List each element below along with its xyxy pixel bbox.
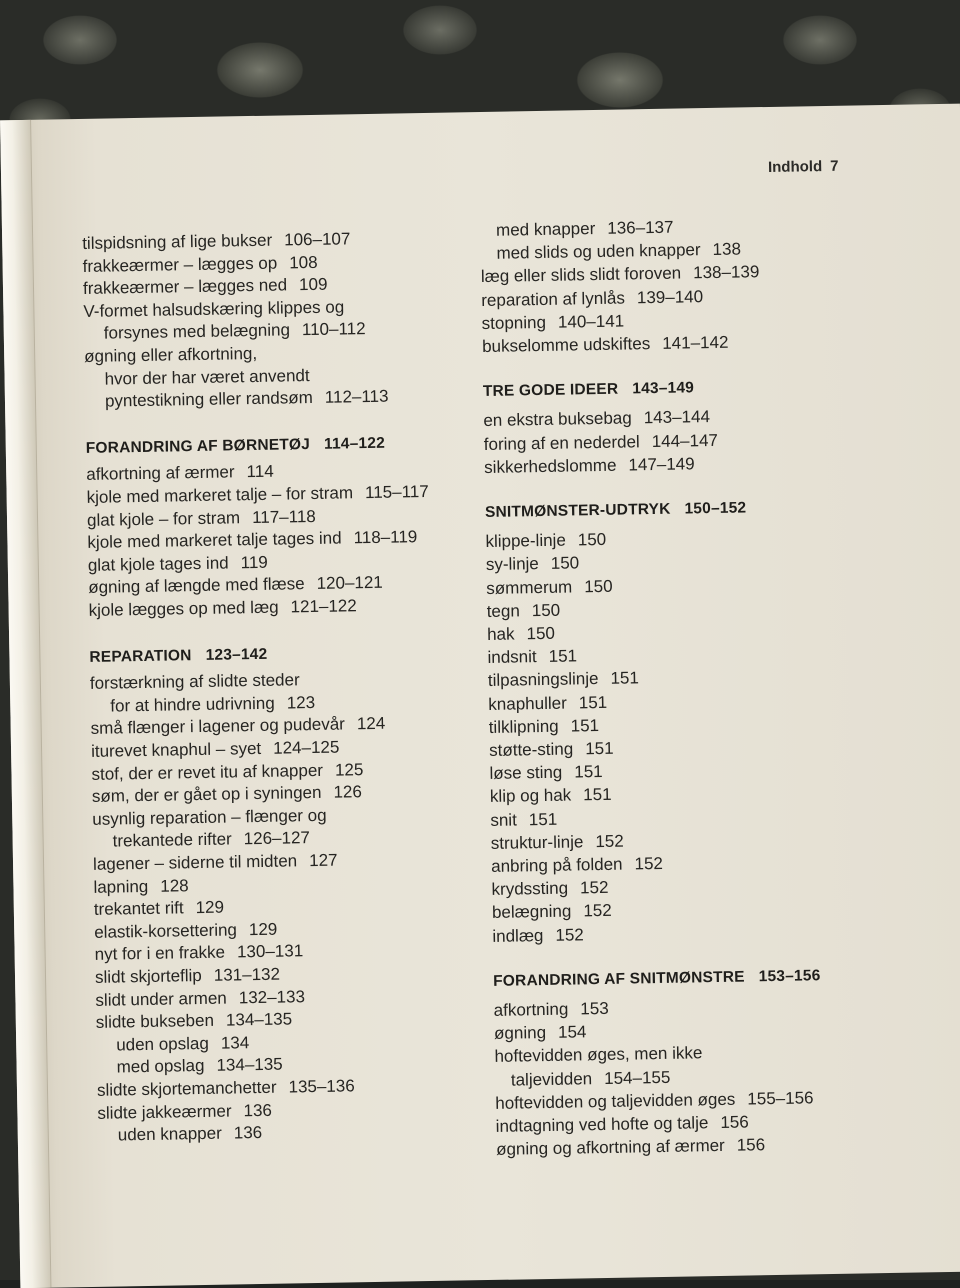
toc-entry-title: klip og hak — [489, 785, 572, 807]
toc-entry — [489, 715, 600, 739]
toc-entry-title: FORANDRING AF BØRNETØJ — [85, 435, 311, 457]
toc-page-range: 134 — [220, 1032, 250, 1053]
toc-entry-title: indlæg — [492, 925, 544, 946]
toc-entry — [496, 1111, 749, 1137]
toc-entry — [481, 262, 760, 289]
toc-entry-title: SNITMØNSTER-UDTRYK — [484, 500, 671, 521]
toc-entry — [488, 691, 607, 715]
toc-section-heading — [483, 379, 694, 401]
toc-entry-title: slidt under armen — [95, 988, 227, 1010]
toc-entry-title: usynlig reparation – flænger og — [92, 805, 327, 829]
toc-section-heading — [89, 645, 267, 666]
toc-entry-title: slidte jakkeærmer — [97, 1101, 232, 1123]
toc-entry — [494, 1043, 702, 1069]
toc-entry-title: stopning — [481, 312, 547, 333]
toc-page-range: 119 — [240, 552, 268, 573]
toc-entry — [116, 1054, 282, 1079]
toc-entry — [105, 386, 389, 413]
toc-entry — [118, 1122, 263, 1147]
toc-page-range: 151 — [528, 809, 558, 829]
toc-page-range: 150 — [577, 530, 607, 550]
toc-entry — [484, 453, 695, 479]
toc-section-heading — [485, 499, 747, 522]
toc-entry-title: trekantede rifter — [112, 829, 232, 851]
toc-entry-title: afkortning — [493, 999, 569, 1020]
toc-entry-title: pyntestikning eller randsøm — [104, 388, 314, 411]
toc-page-range: 135–136 — [288, 1076, 355, 1097]
toc-page-range: 127 — [308, 850, 338, 871]
header-title: Indhold — [767, 158, 823, 176]
toc-entry — [104, 365, 309, 391]
toc-page-range: 154 — [557, 1022, 587, 1042]
toc-page-range: 121–122 — [290, 596, 357, 617]
toc-entry-title: lagener – siderne til midten — [92, 851, 298, 874]
toc-page-range: 139–140 — [636, 286, 704, 307]
toc-entry-title: forsynes med belægning — [103, 320, 291, 343]
toc-entry-title: lapning — [93, 876, 149, 897]
toc-entry-title: frakkeærmer – lægges ned — [82, 275, 288, 299]
toc-entry-title: indsnit — [487, 647, 537, 668]
toc-page-range: 143–144 — [643, 407, 711, 428]
toc-entry-title: knaphuller — [488, 693, 567, 714]
toc-entry — [97, 1075, 355, 1101]
toc-entry-title: en ekstra buksebag — [483, 408, 632, 431]
toc-entry — [96, 1009, 293, 1034]
toc-entry-title: stof, der er revet itu af knapper — [91, 760, 324, 784]
toc-entry-title: bukselomme udskiftes — [481, 334, 651, 356]
toc-entry-title: hoftevidden og taljevidden øges — [495, 1089, 736, 1113]
toc-entry — [94, 918, 277, 943]
toc-page-range: 134–135 — [225, 1009, 293, 1030]
toc-page-range: 152 — [595, 831, 624, 851]
toc-entry-title: kjole med markeret talje tages ind — [87, 528, 342, 553]
toc-entry-title: øgning og afkortning af ærmer — [495, 1136, 725, 1160]
toc-entry — [492, 924, 584, 948]
toc-entry — [93, 850, 338, 876]
toc-entry-title: sy-linje — [485, 554, 539, 575]
toc-entry-title: krydssting — [491, 878, 569, 900]
toc-entry — [491, 830, 624, 854]
toc-entry-title: kjole med markeret talje – for stram — [86, 483, 354, 507]
toc-entry-title: taljevidden — [510, 1068, 593, 1090]
toc-entry-title: tilklipning — [488, 716, 559, 737]
toc-entry-title: afkortning af ærmer — [86, 462, 235, 485]
toc-page-range: 125 — [334, 759, 364, 780]
toc-entry — [88, 552, 268, 577]
toc-entry-title: trekantet rift — [93, 898, 184, 920]
toc-entry — [93, 875, 189, 899]
toc-page-range: 151 — [585, 738, 614, 759]
toc-page-range: 117–118 — [251, 506, 316, 527]
toc-page-range: 152 — [555, 924, 584, 945]
toc-page-range: 156 — [720, 1112, 749, 1132]
toc-page-range: 129 — [248, 919, 278, 939]
toc-entry — [511, 1066, 671, 1091]
toc-page-range: 128 — [160, 875, 189, 896]
toc-entry-title: reparation af lynlås — [481, 288, 626, 310]
toc-entry-title: foring af en nederdel — [483, 431, 640, 454]
toc-entry-title: belægning — [491, 901, 572, 923]
toc-page-range: 138 — [712, 239, 742, 260]
toc-entry — [91, 713, 386, 740]
toc-page-range: 130–131 — [236, 941, 304, 962]
toc-entry — [95, 986, 305, 1012]
toc-page-range: 118–119 — [353, 527, 418, 548]
toc-entry-title: frakkeærmer – lægges op — [82, 253, 278, 276]
toc-entry-title: støtte-sting — [488, 739, 574, 760]
toc-page-range: 129 — [195, 897, 225, 918]
toc-page-range: 132–133 — [238, 986, 306, 1007]
toc-page-range: 112–113 — [324, 386, 389, 407]
toc-page-range: 151 — [570, 715, 600, 736]
toc-page-range: 120–121 — [316, 573, 383, 594]
toc-page-range: 153 — [580, 998, 609, 1019]
toc-page-range: 151 — [610, 668, 640, 689]
page-number: 7 — [830, 157, 839, 175]
toc-entry — [92, 805, 327, 831]
toc-page-range: 152 — [579, 878, 609, 898]
toc-page-range: 126–127 — [243, 828, 311, 849]
toc-entry — [104, 318, 366, 345]
toc-entry-title: indtagning ved hofte og talje — [495, 1113, 709, 1136]
page-header — [768, 158, 839, 176]
toc-entry — [490, 808, 557, 831]
toc-entry-title: anbring på folden — [491, 854, 623, 876]
toc-entry-title: kjole lægges op med læg — [88, 597, 279, 620]
toc-page-range: 144–147 — [651, 430, 719, 451]
toc-page-range: 124–125 — [273, 737, 340, 758]
toc-entry-title: V-formet halsudskæring klippes og — [83, 297, 345, 321]
toc-page-range: 114–122 — [323, 434, 386, 453]
toc-entry — [95, 964, 280, 989]
toc-entry — [487, 599, 561, 622]
toc-entry-title: øgning af længde med flæse — [88, 574, 305, 598]
toc-entry — [483, 406, 710, 432]
toc-entry — [487, 623, 555, 646]
toc-page-range: 153–156 — [758, 966, 821, 986]
toc-page-range: 136 — [243, 1100, 273, 1120]
toc-entry-title: løse sting — [489, 762, 563, 784]
toc-entry-title: nyt for i en frakke — [94, 942, 226, 965]
toc-entry — [482, 332, 729, 358]
toc-entry-title: elastik-korsettering — [94, 920, 238, 942]
toc-entry — [489, 738, 614, 762]
toc-page-range: 152 — [583, 901, 612, 921]
toc-page-range: 154–155 — [603, 1067, 671, 1088]
toc-entry-title: slidte skjortemanchetter — [96, 1077, 277, 1100]
toc-entry — [493, 998, 608, 1022]
toc-page-range: 150 — [550, 553, 580, 574]
toc-entry — [481, 286, 703, 312]
toc-page-range: 151 — [574, 762, 603, 782]
toc-page-range: 131–132 — [213, 964, 281, 985]
toc-page-range: 152 — [634, 853, 664, 874]
toc-page-range: 126 — [333, 782, 363, 802]
toc-page-range: 123 — [286, 692, 316, 713]
toc-entry — [487, 646, 577, 670]
toc-entry — [94, 897, 225, 921]
toc-entry-title: hvor der har været anvendt — [104, 365, 310, 389]
toc-page-range: 110–112 — [301, 319, 366, 340]
toc-entry — [491, 853, 663, 878]
toc-page-range: 108 — [289, 252, 318, 272]
toc-entry — [82, 251, 317, 277]
toc-entry — [496, 1134, 765, 1161]
toc-entry-title: med opslag — [116, 1056, 205, 1077]
toc-page-range: 143–149 — [632, 379, 695, 398]
toc-entry-title: søm, der er gået op i syningen — [91, 783, 322, 807]
toc-page-range: 150 — [584, 576, 613, 596]
toc-page-range: 138–139 — [692, 262, 760, 283]
toc-entry-title: iturevet knaphul – syet — [90, 738, 262, 761]
toc-entry-title: glat kjole – for stram — [86, 507, 241, 530]
toc-entry — [486, 553, 580, 577]
toc-entry — [84, 343, 257, 368]
toc-entry — [496, 217, 674, 242]
toc-page-range: 136 — [233, 1123, 263, 1143]
toc-page-range: 147–149 — [628, 454, 695, 475]
toc-page-range: 155–156 — [747, 1088, 814, 1109]
toc-entry — [97, 1099, 272, 1124]
toc-entry — [90, 669, 300, 695]
toc-entry-title: uden knapper — [117, 1123, 222, 1145]
toc-entry-title: med knapper — [495, 219, 596, 240]
toc-entry — [87, 506, 316, 532]
toc-page-range: 115–117 — [364, 481, 429, 503]
toc-entry — [492, 900, 612, 924]
toc-page-range: 109 — [298, 274, 328, 295]
toc-entry — [94, 941, 303, 967]
toc-page-range: 150–152 — [684, 499, 747, 518]
toc-entry-title: glat kjole tages ind — [87, 553, 229, 575]
toc-entry-title: slidt skjorteflip — [94, 965, 202, 987]
toc-entry — [489, 761, 602, 785]
toc-entry-title: sømmerum — [486, 577, 573, 598]
toc-entry — [110, 692, 315, 718]
toc-entry — [484, 429, 718, 455]
toc-entry — [482, 310, 625, 334]
toc-entry-title: tilpasningslinje — [487, 669, 599, 691]
toc-entry — [87, 526, 417, 554]
toc-entry — [112, 827, 310, 852]
toc-page-range: 123–142 — [205, 645, 268, 664]
toc-entry — [88, 595, 356, 622]
toc-entry — [491, 877, 608, 901]
toc-page-range: 140–141 — [557, 311, 625, 332]
toc-page-range: 134–135 — [216, 1054, 283, 1076]
toc-entry — [496, 239, 741, 265]
toc-entry-title: FORANDRING AF SNITMØNSTRE — [493, 968, 745, 990]
toc-entry-title: med slids og uden knapper — [496, 240, 701, 263]
toc-entry-title: sikkerhedslomme — [484, 455, 617, 477]
toc-page-range: 141–142 — [662, 332, 729, 353]
toc-section-heading — [86, 435, 385, 458]
toc-section-heading — [493, 967, 821, 991]
toc-entry — [490, 784, 612, 808]
toc-entry — [485, 529, 606, 553]
toc-entry-title: øgning eller afkortning, — [84, 343, 258, 366]
toc-entry — [488, 668, 639, 693]
toc-page-range: 150 — [531, 600, 561, 620]
toc-entry-title: snit — [490, 810, 517, 830]
toc-entry-title: læg eller slids slidt foroven — [480, 263, 682, 287]
toc-entry-title: klippe-linje — [485, 530, 566, 552]
toc-entry-title: små flænger i lagener og pudevår — [90, 714, 346, 739]
toc-page-range: 114 — [246, 462, 274, 482]
toc-entry-title: tegn — [486, 601, 520, 621]
toc-page-range: 151 — [578, 692, 608, 712]
toc-entry-title: TRE GODE IDEER — [482, 380, 619, 401]
toc-entry-title: øgning — [493, 1023, 547, 1044]
toc-page-range: 150 — [526, 623, 556, 644]
toc-entry-title: hoftevidden øges, men ikke — [494, 1043, 703, 1067]
toc-entry-title: struktur-linje — [490, 832, 584, 853]
toc-page-range: 136–137 — [607, 217, 674, 238]
toc-page-range: 156 — [736, 1135, 766, 1155]
toc-entry — [86, 461, 274, 486]
book-page — [0, 104, 960, 1288]
toc-page-range: 151 — [583, 785, 612, 805]
toc-page-range: 151 — [548, 646, 578, 667]
toc-entry — [495, 1087, 814, 1115]
toc-entry — [486, 575, 613, 599]
toc-entry — [116, 1032, 249, 1056]
toc-entry-title: slidte bukseben — [95, 1010, 215, 1033]
toc-page-range: 124 — [356, 714, 386, 734]
toc-entry — [494, 1021, 587, 1045]
toc-entry-title: tilspidsning af lige bukser — [82, 230, 273, 253]
toc-entry-title: hak — [486, 624, 515, 644]
toc-entry-title: for at hindre udrivning — [110, 693, 275, 716]
toc-entry-title: REPARATION — [89, 646, 192, 666]
toc-entry — [86, 481, 428, 509]
toc-page-range: 106–107 — [283, 229, 351, 250]
toc-entry-title: forstærkning af slidte steder — [89, 670, 300, 694]
toc-entry-title: uden opslag — [116, 1033, 210, 1055]
